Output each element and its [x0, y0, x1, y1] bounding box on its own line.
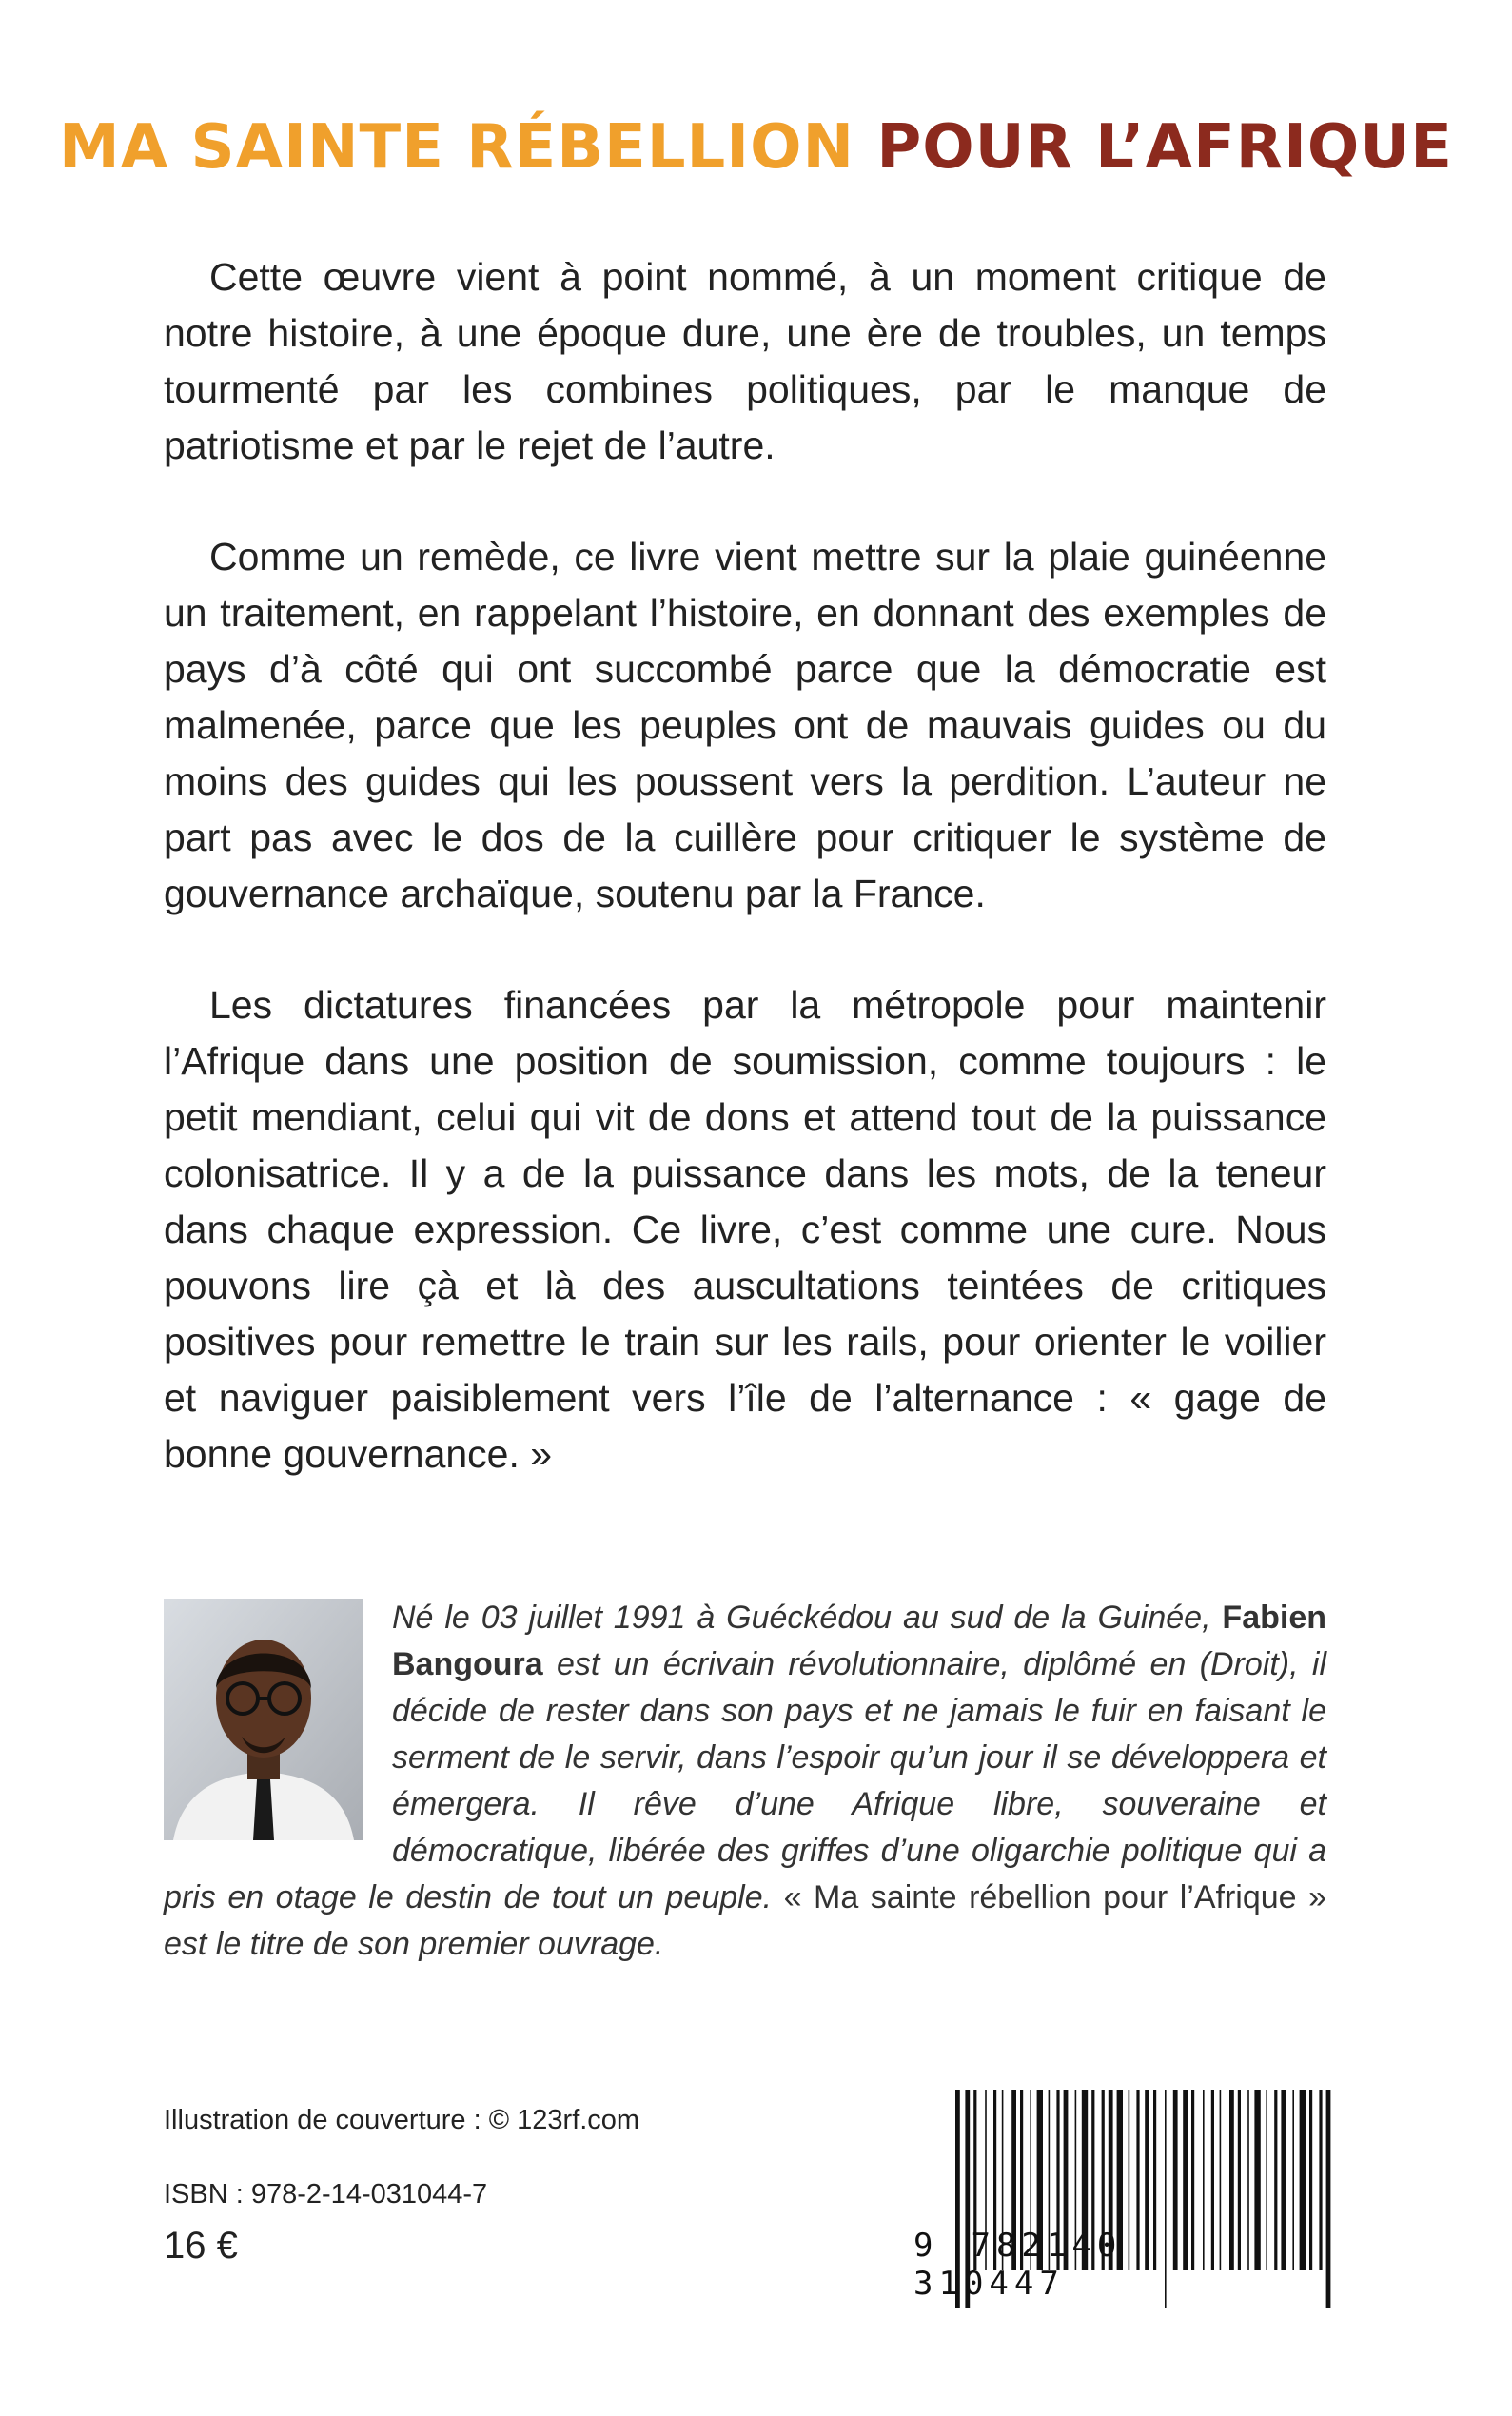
author-photo: [164, 1599, 363, 1840]
barcode-digit-lead: 9: [913, 2227, 933, 2265]
blurb-paragraph-1: Cette œuvre vient à point nommé, à un moment critique de notre histoire, à une époque dure, une ère de troubles, un temps tourmenté par les combines politiques, par le manque de patriotisme et par le rejet de l’autre.: [164, 255, 1326, 467]
barcode-digit-group1: 782140: [971, 2227, 1123, 2265]
author-portrait-image: [164, 1599, 363, 1840]
isbn: ISBN : 978-2-14-031044-7: [164, 2179, 488, 2210]
blurb-paragraph-3: Les dictatures financées par la métropole pour maintenir l’Afrique dans une position de soumission, comme toujours : le petit mendiant, celui qui vit de dons et attend tout de la puissance colonisatrice. Il y a de la puissance dans les mots, de la teneur dans chaque expression. Ce livre, c’est comme une cure. Nous pouvons lire çà et là des auscultations teintées de critiques positives pour remettre le train sur les rails, pour orienter le voilier et naviguer paisiblement vers l’île de l’alternance : « gage de bonne gouvernance. »: [164, 983, 1326, 1476]
book-title-part1: MA SAINTE RÉBELLION: [59, 112, 877, 183]
book-title: [0, 112, 1512, 183]
book-title-part2: POUR L’AFRIQUE: [876, 112, 1453, 183]
author-name: Fabien Bangoura: [392, 1600, 1326, 1682]
cover-credit: Illustration de couverture : © 123rf.com: [164, 2105, 640, 2135]
author-bio-closing: est le titre de son premier ouvrage.: [164, 1926, 664, 1962]
blurb-paragraph-2: Comme un remède, ce livre vient mettre sur la plaie guinéenne un traitement, en rappelant l’histoire, en donnant des exemples de pays d’à côté qui ont succombé parce que la démocratie est malmenée, parce que les peuples ont de mauvais guides ou du moins des guides qui les poussent vers la perdition. L’auteur ne part pas avec le dos de la cuillère pour critiquer le système de gouvernance archaïque, soutenu par la France.: [164, 535, 1326, 915]
price: 16 €: [164, 2225, 238, 2267]
author-bio-text: est un écrivain révolutionnaire, diplômé en (Droit), il décide de rester dans son pays et ne jamais le fuir en faisant le serment de le servir, dans l’espoir qu’un jour il se développera et émergera. Il rêve d’une Afrique libre, souveraine et démocratique, libérée des griffes d’une oligarchie politique qui a pris en otage le destin de tout un peuple.: [164, 1646, 1326, 1915]
barcode-digits: [913, 2227, 1332, 2303]
author-book-title: « Ma sainte rébellion pour l’Afrique »: [783, 1879, 1326, 1915]
barcode-digit-group2: 310447: [913, 2265, 1065, 2303]
author-bio-intro: Né le 03 juillet 1991 à Guéckédou au sud de la Guinée,: [392, 1600, 1223, 1636]
author-section: [164, 1595, 1326, 1968]
blurb: [164, 249, 1326, 1538]
